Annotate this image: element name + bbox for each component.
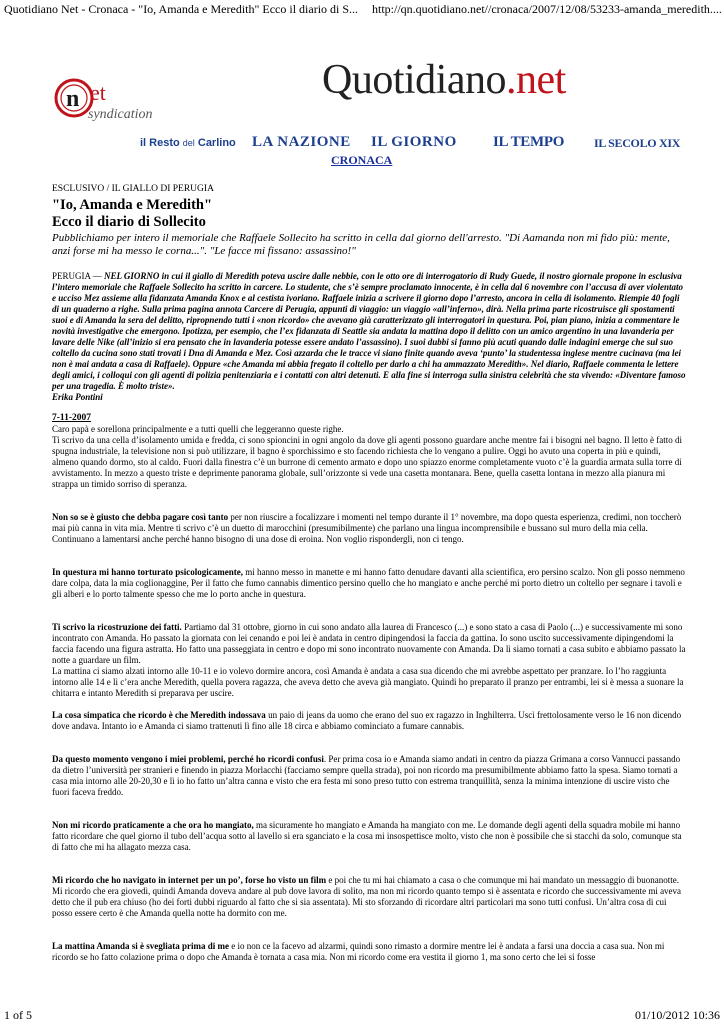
brand-main: Quotidiano — [322, 57, 506, 103]
il-secolo-xix-logo[interactable]: IL SECOLO XIX — [594, 136, 681, 150]
carlino-c: Carlino — [197, 137, 236, 149]
article-subhead: Pubblichiamo per intero il memoriale che Raffaele Sollecito ha scritto in cella dal giorno dell'arresto. "Di Aamanda non mi fido più: mente, anzi forse mi ha messo le corna...". "Le facce mi fissano: assassino!" — [52, 232, 670, 257]
paragraph-text: Partiamo dal 31 ottobre, giorno in cui sono andato alla laurea di Francesco (...) e sono stato a casa di Paolo (...) e successivamente mi sono incontrato con Amanda. Ho passato la giornata con lei cenando e poi lei è andata in centro dipingendosi la faccia da gattina. Io sono uscito successivamente dipingendomi la faccia facendo una figura astratta. Ho fatto una passeggiata in centro e dopo mi sono incontrato nuovamente con Amanda. Da lì siamo tornati a casa subito e abbiamo passato la notte a guardare un film. La mattina ci siamo alzati intorno alle 10-11 e io volevo dormire ancora, così Amanda è andata a casa sua dicendo che mi avrebbe aspettato per pranzare. Io l’ho raggiunta intorno alle 14 e lì c’era anche Meredith, quella povera ragazza, che aveva detto che aveva già mangiato. Quindi ho preparato il pranzo per entrambi, lei si è messa a suonare la chitarra e intanto Meredith si preparava per uscire. — [52, 622, 686, 698]
section-link-cronaca[interactable]: CRONACA — [331, 153, 393, 167]
diary-paragraph — [52, 710, 688, 732]
carlino-b: del — [182, 138, 195, 148]
page-counter: 1 of 5 — [4, 1008, 32, 1022]
print-header-url: http://qn.quotidiano.net//cronaca/2007/12/08/53233-amanda_meredith.... — [372, 2, 722, 16]
diary-paragraph — [52, 512, 688, 545]
paragraph-lead-bold: Non mi ricordo praticamente a che ora ho mangiato, — [52, 820, 254, 830]
il-giorno-logo[interactable]: IL GIORNO — [371, 134, 457, 150]
print-timestamp: 01/10/2012 10:36 — [634, 1008, 720, 1022]
paragraph-text: un paio di jeans da uomo che erano del suo ex ragazzo in Inghilterra. Uscì frettolosamente verso le 16 non dicendo dove andava. Intanto io e Amanda ci siamo trattenuti lì fino alle 18 circa e abbiamo cominciato a fumare cannabis. — [52, 710, 682, 731]
paragraph-lead-bold: Mi ricordo che ho navigato in internet per un po’, forse ho visto un film — [52, 875, 327, 885]
paragraph-text: ma sicuramente ho mangiato e Amanda ha mangiato con me. Le domande degli agenti della squadra mobile mi hanno fatto ricordare che quel giorno il tubo dell’acqua sotto al lavello si era sganciato e la cosa mi insospettisce molto, visto che non è possibile che si stacchi da solo, comunque sta di fatto che mi ha allagato mezza casa. — [52, 820, 682, 852]
diary-paragraph — [52, 941, 688, 963]
logo-syndication-label: syndication — [88, 107, 153, 122]
net-syndication-logo — [54, 76, 164, 126]
diary-paragraph — [52, 875, 688, 919]
paragraph-lead-bold: La cosa simpatica che ricordo è che Meredith indossava — [52, 710, 266, 720]
paragraph-text: e poi che tu mi hai chiamato a casa o che comunque mi hai mandato un messaggio di buonanotte. Mi ricordo che era giovedì, quindi Amanda doveva andare al pub dove lavora di solito, ma non mi ricordo quanto tempo si è assentata e ricordo che successivamente mi aveva detto che il pub era chiuso (ho dei forti dubbi riguardo al fatto che si sia assentata). Mi sto sforzando di ricordare altri particolari ma sono tutti confusi. Un’altra cosa di cui posso essere certo è che Amanda quella notte ha dormito con me. — [52, 875, 682, 918]
resto-del-carlino-logo[interactable] — [140, 137, 236, 149]
newspaper-logos-row — [0, 134, 724, 154]
diary-paragraph — [52, 567, 688, 600]
article — [52, 184, 688, 963]
paragraph-text: . Per prima cosa io e Amanda siamo andati in centro da piazza Grimana a corso Vannucci passando da dietro l’università per stranieri e finendo in piazza Morlacchi (facciamo sempre quella strada), poi non ricordo ma presumibilmente abbiamo fatto la spesa. Siamo tornati a casa mia intorno alle 20-20,30 e lì io ho fatto un’altra canna e visto che era festa mi sono preso tutto con estrema tranquillità, senza la minima intenzione di uscire visto che fuori faceva freddo. — [52, 754, 681, 797]
paragraph-text: mi hanno messo in manette e mi hanno fatto denudare davanti alla scientifica, ero persino scalzo. Non gli posso nemmeno dare colpa, data la mia coglionaggine, Per il fatto che fumo cannabis dimentico persino quello che ho mangiato e anche perché mi porto dietro un coltello per segnare i tavoli e gli alberi e lo porto talmente spesso che me lo porto anche in questura. — [52, 567, 685, 599]
paragraph-lead-bold: Non so se è giusto che debba pagare così tanto — [52, 512, 229, 522]
lead-dateline: PERUGIA — — [52, 271, 102, 281]
logo-letter-n: n — [66, 86, 80, 112]
carlino-a: il Resto — [140, 137, 180, 149]
paragraph-text: e io non ce la facevo ad alzarmi, quindi sono rimasto a dormire mentre lei è andata a farsi una doccia a casa sua. Non mi ricordo se ho fatto colazione prima o dopo che Amanda è tornata a casa mia. Non mi ricordo come era vestita il giorno 1, ma sono certo che lei si fosse — [52, 941, 665, 962]
article-lead — [52, 271, 688, 392]
lead-text: NEL GIORNO in cui il giallo di Meredith poteva uscire dalle nebbie, con le otto ore di interrogatorio di Rudy Guede, il nostro giornale propone in esclusiva l’intero memoriale che Raffaele Sollecito ha scritto in carcere. Lo studente, che s’è sempre proclamato innocente, è in cella dal 6 novembre con l’accusa di aver violentato e ucciso Mez assieme alla fidanzata Amanda Knox e al cestista ivoriano. Raffaele inizia a scrivere il giorno dopo l’arresto, ancora in cella di isolamento. Riempie 40 fogli di un quaderno a righe. Sulla prima pagina annota Carcere di Perugia, appunti di viaggio: un viaggio «all’inferno», dirà. Nella prima parte ricostruisce gli spostamenti suoi e di Amanda la sera del delitto, ripropnendo tutti i «non ricordo» che avevano già caratterizzato gli interrogatori in questura. Poi, pian piano, inizia a commentare le novità investigative che emergono. Ipotizza, per esempio, che l’ex fidanzata di Seattle sia andata la mattina dopo il delitto con un amico argentino in una lavanderia per lavare delle Nike (all’inizio si era pensato che in lavanderia potesse essere andato l’assassino). I suoi dubbi si fanno più acuti quando dalle indagini emerge che sul suo coltello da cucina sono stati trovati i Dna di Amanda e Mez. Così azzarda che le tracce vi siano finite quando aveva ‘punto’ la studentessa inglese mentre cucinava (ma lei non è mai andata a casa di Raffaele). Oppure «che Amanda mi abbia fregato il coltello per darlo a chi ha ammazzato Meredith». Nel diario, Raffaele commenta le lettere degli amici, i colloqui con gli agenti di polizia penitenziaria e i contatti con altri detenuti. E alla fine si interroga sulla sinistra celebrità che sta vivendo: «Diventare famoso per una tragedia. È molto triste». — [52, 271, 686, 391]
article-kicker: ESCLUSIVO / IL GIALLO DI PERUGIA — [52, 184, 214, 194]
la-nazione-logo[interactable]: LA NAZIONE — [252, 134, 351, 150]
diary-paragraph — [52, 754, 688, 798]
article-author: Erika Pontini — [52, 392, 103, 402]
paragraph-text: per non riuscire a focalizzare i momenti nel tempo durante il 1° novembre, ma dopo questa esperienza, credimi, non toccherò mai più canna in vita mia. Mentre ti scrivo c’è un duetto di marocchini (presumibilmente) che parlano una lingua incomprensibile e bussano sul muro della mia cella. Continuano a lamentarsi anche perché hanno bisogno di una dose di eroina. Non voglio rispondergli, non ci tengo. — [52, 512, 682, 544]
quotidiano-net-logo — [322, 56, 566, 104]
brand-dot-net: .net — [505, 57, 566, 103]
article-headline-line-1: "Io, Amanda e Meredith" — [52, 197, 213, 213]
paragraph-lead-bold: Da questo momento vengono i miei problemi, perché ho ricordi confusi — [52, 754, 324, 764]
logo-et: et — [90, 80, 106, 105]
print-header-title: Quotidiano Net - Cronaca - "Io, Amanda e Meredith" Ecco il diario di S... — [4, 2, 359, 16]
diary-date: 7-11-2007 — [52, 413, 92, 423]
paragraph-lead-bold: La mattina Amanda si è svegliata prima di me — [52, 941, 229, 951]
diary-paragraph — [52, 820, 688, 853]
diary-paragraph: Caro papà e sorellona principalmente e a tutti quelli che leggeranno queste righe. Ti scrivo da una cella d’isolamento umida e fredda, ci sono spioncini in ogni angolo da dove gli agenti possono guardare anche mentre fai i bisogni nel bagno. Il letto è fatto di spugna industriale, la televisione non si può utilizzare, il bagno è sporchissimo e sto facendo richiesta che lo vengano a pulire. Oggi ho avuto una coperta in più e quindi, almeno quando dormo, sto al caldo. Fuori dalla finestra c’è un burrone di cemento armato e dopo uno spiazzo enorme completamente vuoto c’è la guardia armata sulla torre di avvistamento. In mezzo a questo triste e deprimente panorama globale, sull’orizzonte si vede una casetta montanara. Bene, quella casetta lontana in mezzo alla pianura mi strappa un timido sorriso di speranza. — [52, 424, 683, 489]
il-tempo-logo[interactable]: IL TEMPO — [493, 134, 565, 150]
paragraph-lead-bold: Ti scrivo la ricostruzione dei fatti. — [52, 622, 182, 632]
article-headline-line-2: Ecco il diario di Sollecito — [52, 214, 206, 230]
paragraph-lead-bold: In questura mi hanno torturato psicologicamente, — [52, 567, 243, 577]
diary-paragraph — [52, 622, 688, 699]
